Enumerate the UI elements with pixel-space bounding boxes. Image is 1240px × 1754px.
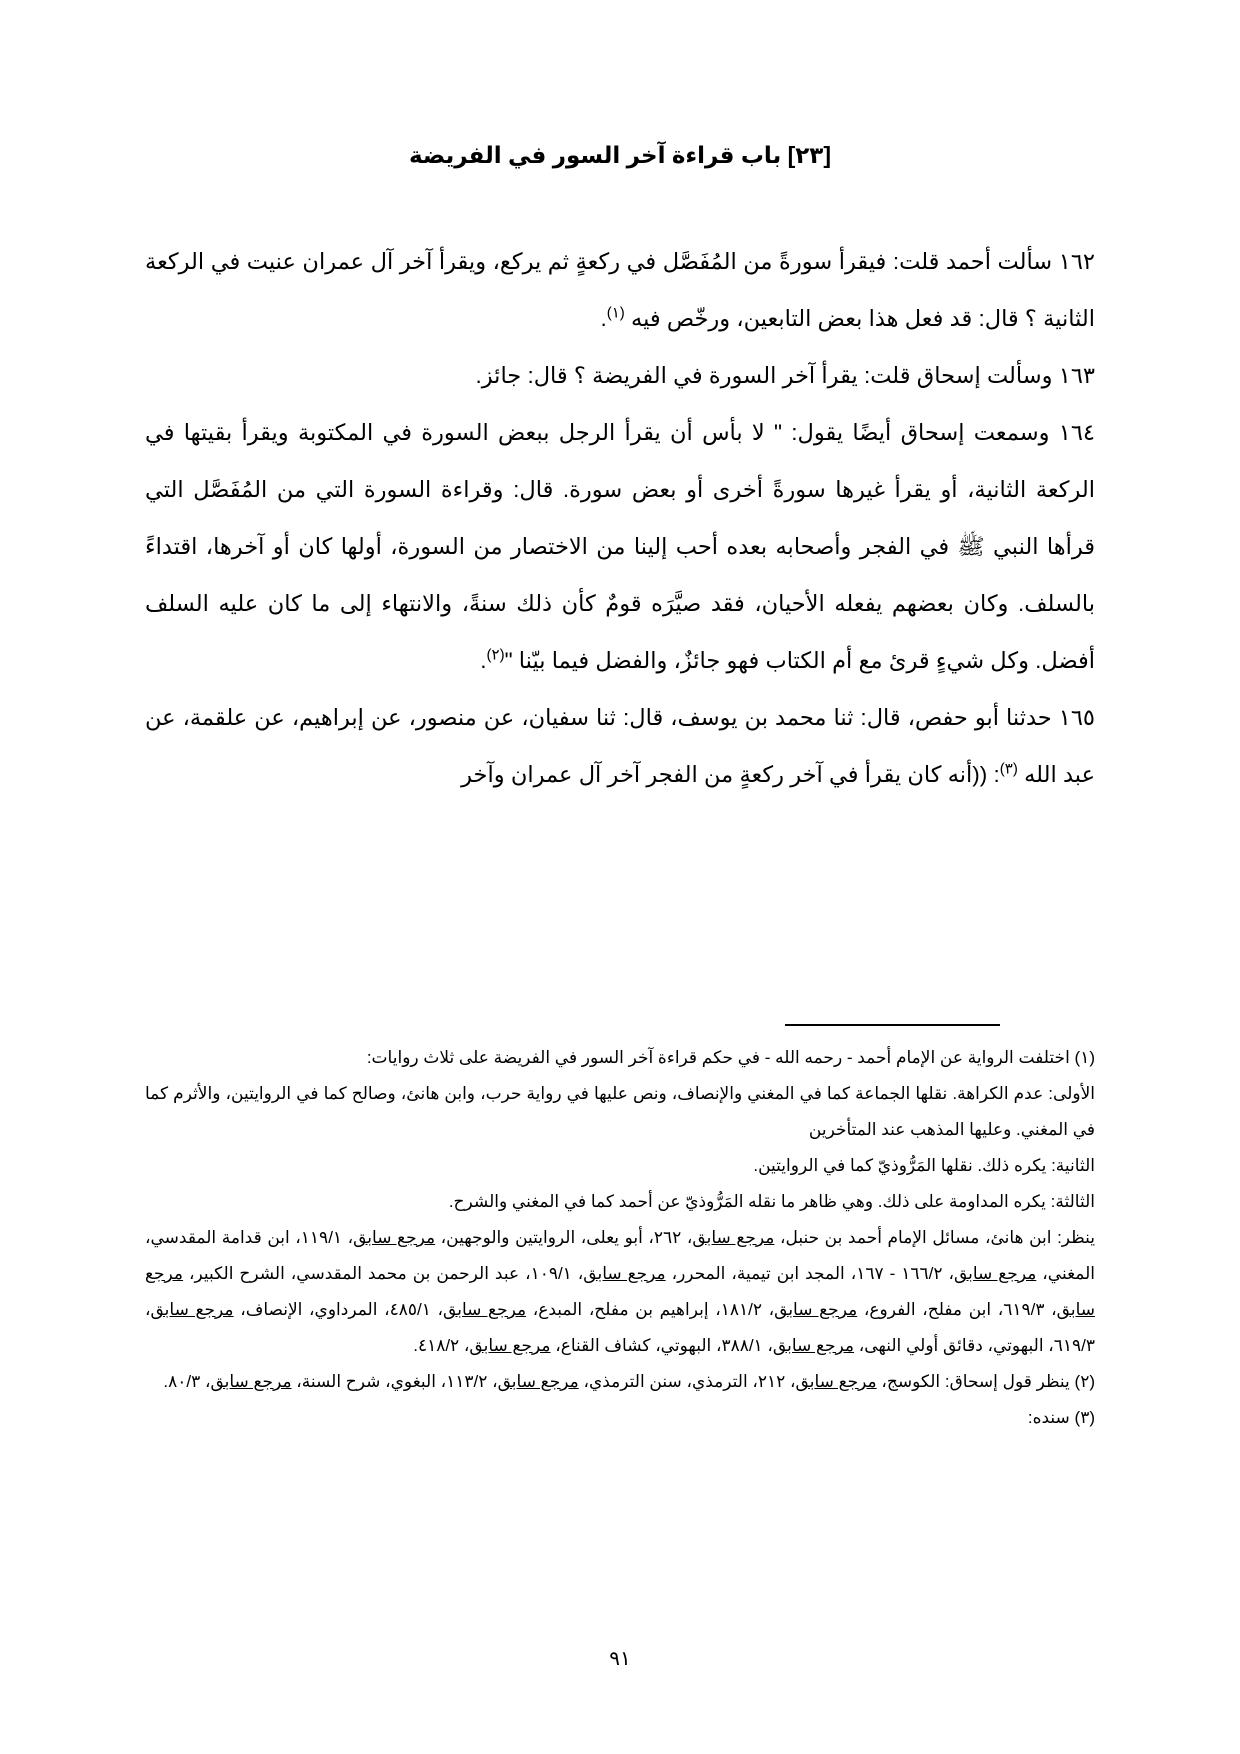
reference-link[interactable]: مرجع سابق <box>795 1372 877 1391</box>
footnote-ref-1[interactable]: (١) <box>606 304 625 322</box>
chapter-title: [٢٣] باب قراءة آخر السور في الفريضة <box>408 142 832 168</box>
paragraph-163: ١٦٣ وسألت إسحاق قلت: يقرأ آخر السورة في الفريضة ؟ قال: جائز. <box>475 363 1095 388</box>
footnote-3: (٣) سنده: <box>1027 1408 1095 1427</box>
reference-link[interactable]: مرجع سابق <box>692 1228 775 1247</box>
reference-link[interactable]: مرجع سابق <box>210 1372 292 1391</box>
footnote-1-second: الثانية: يكره ذلك. نقلها المَرُّوذيّ كما في الروايتين. <box>753 1156 1095 1175</box>
reference-link[interactable]: مرجع سابق <box>772 1336 855 1355</box>
footnote-1-first: الأولى: عدم الكراهة. نقلها الجماعة كما في المغني والإنصاف، ونص عليها في رواية حرب، وابن هانئ، وصالح كما في الروايتين، والأثرم كما في المغني. وعليها المذهب عند المتأخرين <box>145 1084 1095 1139</box>
reference-link[interactable]: مرجع سابق <box>497 1372 579 1391</box>
main-text <box>145 233 1095 803</box>
reference-link[interactable]: مرجع سابق <box>774 1300 858 1319</box>
reference-link[interactable]: مرجع سابق <box>145 1264 1095 1319</box>
reference-link[interactable]: مرجع سابق <box>150 1300 234 1319</box>
reference-link[interactable]: مرجع سابق <box>953 1264 1037 1283</box>
paragraph-164: ١٦٤ وسمعت إسحاق أيضًا يقول: " لا بأس أن يقرأ الرجل ببعض السورة في المكتوبة ويقرأ بقيتها في الركعة الثانية، أو يقرأ غيرها سورةً أخرى أو بعض سورة. قال: وقراءة السورة التي من المُفَصَّل التي قرأها النبي ﷺ في الفجر وأصحابه بعده أحب إلينا من الاختصار من السورة، أولها كان أو آخرها، اقتداءً بالسلف. وكان بعضهم يفعله الأحيان، فقد صيَّرَه قومٌ كأن ذلك سنةً، والانتهاء إلى ما كان عليه السلف أفضل. وكل شيءٍ قرئ مع أم الكتاب فهو جائزٌ، والفضل فيما بيّنا "$^{(٢)}$. <box>145 420 1095 673</box>
footnote-separator <box>785 1024 1000 1026</box>
paragraph-165: ١٦٥ حدثنا أبو حفص، قال: ثنا محمد بن يوسف، قال: ثنا سفيان، عن منصور، عن إبراهيم، عن علقمة، عن عبد الله $^{(٣)}$: ((أنه كان يقرأ في آخر ركعةٍ من الفجر آخر آل عمران وآخر <box>145 705 1095 787</box>
reference-link[interactable]: مرجع سابق <box>583 1264 666 1283</box>
footnote-2: (٢) ينظر قول إسحاق: الكوسج، مرجع سابق، ٢١٢، الترمذي، سنن الترمذي، مرجع سابق، ١١٣/٢، البغوي، شرح السنة، مرجع سابق، ٨٠/٣. <box>163 1372 1095 1391</box>
footnote-ref-2[interactable]: (٢) <box>486 646 505 664</box>
paragraph-162: ١٦٢ سألت أحمد قلت: فيقرأ سورةً من المُفَصَّل في ركعةٍ ثم يركع، ويقرأ آخر آل عمران عنيت في الركعة الثانية ؟ قال: قد فعل هذا بعض التابعين، ورخّص فيه $^{(١)}$. <box>145 249 1095 331</box>
reference-link[interactable]: مرجع سابق <box>469 1336 551 1355</box>
footnote-1-third: الثالثة: يكره المداومة على ذلك. وهي ظاهر ما نقله المَرُّوذيّ عن أحمد كما في المغني والشرح. <box>448 1192 1095 1211</box>
page-number: ٩١ <box>609 1648 631 1670</box>
footnotes <box>145 1040 1095 1436</box>
footnote-1-intro: (١) اختلفت الرواية عن الإمام أحمد - رحمه الله - في حكم قراءة آخر السور في الفريضة على ثلاث روايات: <box>366 1048 1095 1067</box>
footnote-ref-3[interactable]: (٣) <box>999 760 1018 778</box>
footnote-1-sources: ينظر: ابن هانئ، مسائل الإمام أحمد بن حنبل، مرجع سابق، ٢٦٢، أبو يعلى، الروايتين والوجهين، مرجع سابق، ١١٩/١، ابن قدامة المقدسي، المغني، مرجع سابق، ١٦٦/٢ - ١٦٧، المجد ابن تيمية، المحرر، مرجع سابق، ١٠٩/١، عبد الرحمن بن محمد المقدسي، الشرح الكبير، مرجع سابق، ٦١٩/٣، ابن مفلح، الفروع، مرجع سابق، ١٨١/٢، إبراهيم بن مفلح، المبدع، مرجع سابق، ٤٨٥/١، المرداوي، الإنصاف، مرجع سابق، ٦١٩/٣، البهوتي، دقائق أولي النهى، مرجع سابق، ٣٨٨/١، البهوتي، كشاف القناع، مرجع سابق، ٤١٨/٢. <box>145 1228 1096 1355</box>
reference-link[interactable]: مرجع سابق <box>443 1300 527 1319</box>
reference-link[interactable]: مرجع سابق <box>353 1228 436 1247</box>
